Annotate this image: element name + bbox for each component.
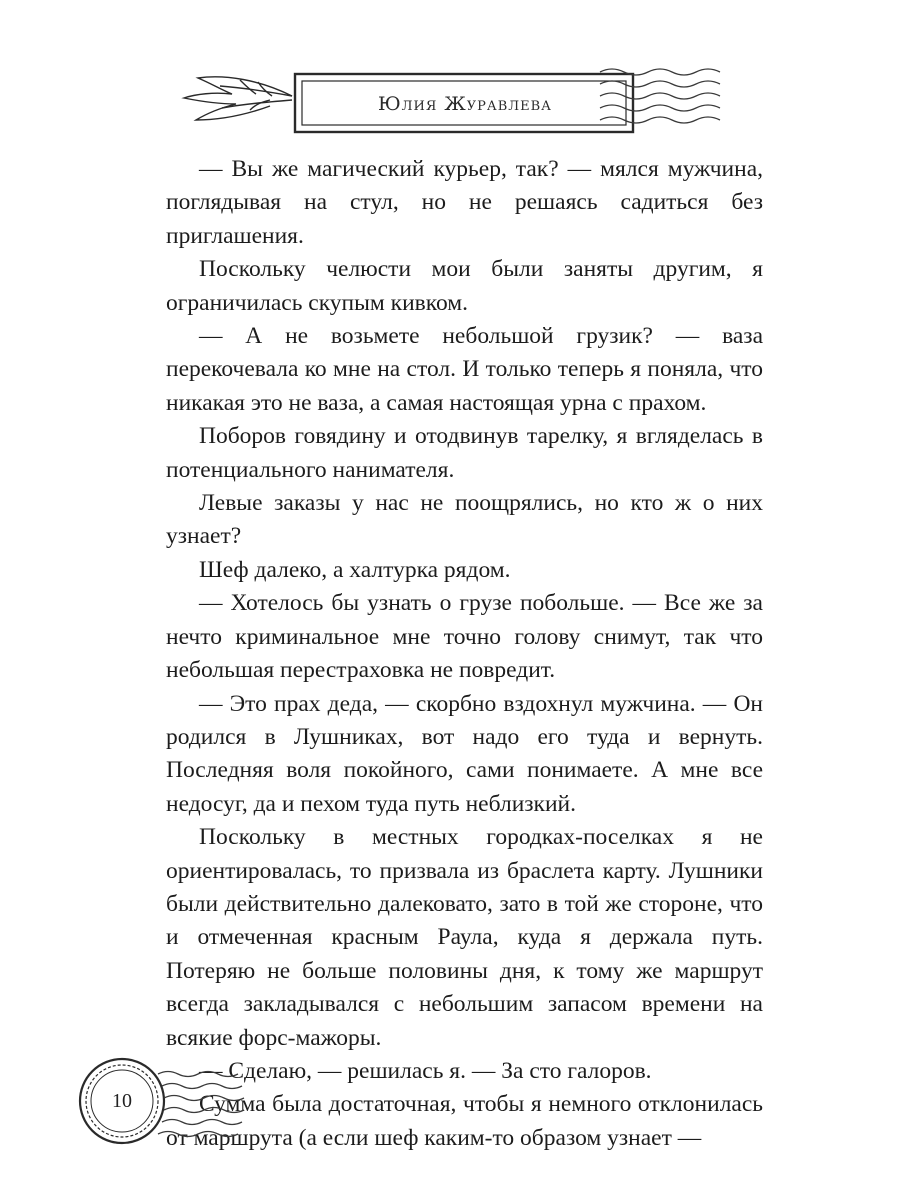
page-footer [60, 1050, 280, 1170]
paragraph: — А не возьмете небольшой грузик? — ваза перекочевала ко мне на стол. И только теперь я поняла, что никакая это не ваза, а самая настоящая урна с прахом. [166, 323, 763, 416]
postmark-stamp-icon [60, 1050, 280, 1170]
wing-icon [184, 77, 292, 120]
paragraph: — Сделаю, — решилась я. — За сто галоров. [199, 1057, 652, 1084]
paragraph: Левые заказы у нас не поощрялись, но кто ж о них узнает? [166, 490, 763, 550]
paragraph: Шеф далеко, а халтурка рядом. [199, 556, 511, 583]
paragraph: — Хотелось бы узнать о грузе побольше. — Все же за нечто криминальное мне точно голову снимут, так что небольшая перестраховка не повредит. [166, 590, 763, 684]
paragraph: Поскольку челюсти мои были заняты другим, я ограничилась скупым кивком. [166, 256, 763, 316]
paragraph: Поборов говядину и отодвинув тарелку, я вгляделась в потенциального нанимателя. [166, 423, 763, 483]
page-header [0, 0, 900, 150]
paragraph: — Это прах деда, — скорбно вздохнул мужчина. — Он родился в Лушниках, вот надо его туда и вернуть. Последняя воля покойного, сами понимаете. А мне все недосуг, да и пехом туда путь неблизкий. [166, 690, 763, 817]
paragraph: Сумма была достаточная, чтобы я немного отклонилась от маршрута (а если шеф каким-то образом узнает — [166, 1091, 763, 1151]
page-number: 10 [112, 1090, 132, 1112]
body-text [166, 153, 763, 1155]
paragraph: — Вы же магический курьер, так? — мялся мужчина, поглядывая на стул, но не решаясь садиться без приглашения. [166, 156, 763, 249]
paragraph: Поскольку в местных городках-поселках я не ориентировалась, то призвала из браслета карту. Лушники были действительно далековато, зато в той же стороне, что и отмеченная красным Раула, куда я держала путь. Потеряю не больше половины дня, к тому же маршрут всегда закладывался с небольшим запасом времени на всякие форс-мажоры. [166, 824, 763, 1051]
author-name: Юлия Журавлева [377, 93, 553, 115]
